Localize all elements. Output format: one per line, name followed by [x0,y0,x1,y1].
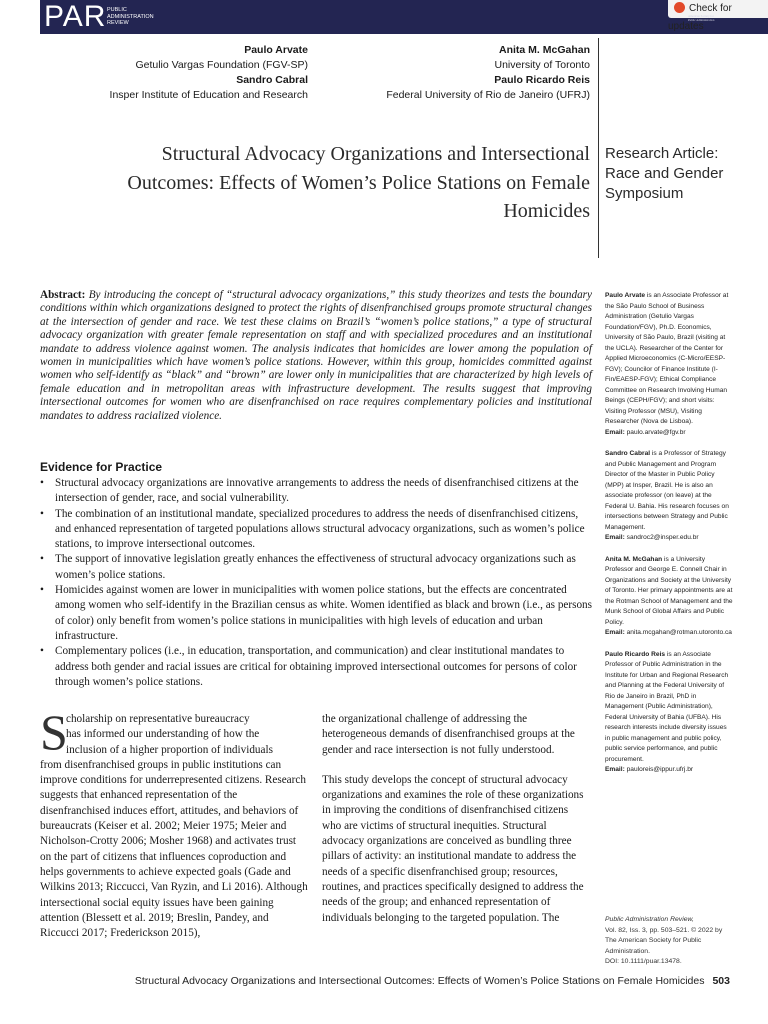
author-affiliation: Insper Institute of Education and Research [109,89,308,101]
evidence-item: • Homicides against women are lower in municipalities with women police stations, but the effects are concentrated among women who self-identify in the Brazilian census as white. Women identified as black and brown (i.e., as persons of color) only benefit from women’s police stations in municipalities with high levels of education and urban infrastructure. [40,583,592,644]
authors-right [340,43,590,103]
author-name: Anita M. McGahan [498,44,590,56]
author-bio: Paulo Ricardo Reis is an Associate Professor of Public Administration in the Institute for Urban and Regional Research and Planning at the Federal University of Rio de Janeiro in Brazil, PhD in Management (Public Administration), Federal University of Bahia (UFBA). His research interests include diversity issues in public management and public policy, public service performance, and public procurement. Email: pauloreis@ippur.ufrj.br [605,650,729,773]
author-name: Paulo Ricardo Reis [494,74,590,86]
evidence-item: • Structural advocacy organizations are innovative arrangements to address the needs of disenfranchised citizens at the intersection of gender, race, and social vulnerability. [40,476,592,507]
body-paragraph: from disenfranchised groups in public institutions can improve conditions for underrepresented citizens. Research suggests that enhanced representation of the disenfranchised induces effort, attitudes, and behaviors of bureaucrats (Keiser et al. 2002; Meier 1975; Meier and Nicholson-Crotty 2006; Mosher 1968) and activates trust on the part of citizens that influences coproduction and helps governments to achieve expected goals (Gade and Wilkins 2013; Riccucci, Van Ryzin, and Li 2016). Although intersectional social equity issues have been gaining attention (Blessett et al. 2019; Breslin, Pandey, and Riccucci 2017; Frederickson 2015), [40,758,308,940]
author-name: Sandro Cabral [236,74,308,86]
drop-cap: S [40,704,68,760]
par-logo-subtitle: PUBLIC ADMINISTRATION REVIEW [107,7,154,26]
society-badge: American Society for Public Administration [688,14,715,22]
citation-society: The American Society for Public Administration. [605,937,702,955]
article-type: Research Article: Race and Gender Symposium [605,145,724,202]
abstract: Abstract: By introducing the concept of “structural advocacy organizations,” this study theorizes and tests the boundary conditions within which organizations designed to protect the rights of disenfranchised groups promote structural changes at the intersection of gender and race. We test these claims on Brazil’s “women’s police stations,” a type of structural advocacy organization with greater female representation on staff and with specialized procedures and an institutional mandate to address violence against women. The analysis indicates that homicides are lower among the population of women in municipalities which have women’s police stations. However, within this group, homicides committed against women who self-identify as “black” and “brown” are lower only in municipalities that are characterized by high levels of female education and in metropolitan areas with infrastructure development. The results suggest that improving intersectional outcomes for women who are disenfranchised on race requires complementary policies and institutional mandates to address racialized violence. [40,289,592,422]
evidence-heading: Evidence for Practice [40,460,163,474]
check-for-updates-label: Check for updates [668,3,732,32]
evidence-item: • Complementary polices (i.e., in education, transportation, and communication) and clear institutional mandates to address both gender and racial issues are critical for obtaining improved intersectional outcomes for persons of color through women’s police stations. [40,644,592,690]
running-title: Structural Advocacy Organizations and Intersectional Outcomes: Effects of Women’s Police Stations on Female Homicides [134,975,705,987]
citation-volume: Vol. 82, Iss. 3, pp. 503–521. © 2022 by [605,926,723,934]
email-link[interactable]: anita.mcgahan@rotman.utoronto.ca [626,629,732,636]
page-number: 503 [712,975,730,987]
authors-left [60,43,308,103]
body-paragraph: the organizational challenge of addressing the heterogeneous demands of disenfranchised groups at the gender and race intersection is not fully understood. [322,713,575,756]
citation-block [605,915,745,968]
vertical-divider [598,38,599,258]
journal-name: Public Administration Review, [605,916,694,923]
body-line: cholarship on representative bureaucracy [66,713,250,725]
author-affiliation: Federal University of Rio de Janeiro (UFRJ) [386,89,590,101]
author-bios [605,291,733,787]
author-affiliation: Getulio Vargas Foundation (FGV-SP) [135,59,308,71]
evidence-item: • The support of innovative legislation greatly enhances the effectiveness of structural advocacy organizations such as women’s police stations. [40,552,592,583]
abstract-label: Abstract [40,289,82,301]
crossmark-icon [674,2,685,13]
body-line: has informed our understanding of how the [66,728,260,741]
body-column-1 [40,712,308,941]
page-footer [40,975,730,987]
email-link[interactable]: pauloreis@ippur.ufrj.br [626,766,694,773]
article-title: Structural Advocacy Organizations and Intersectional Outcomes: Effects of Women’s Police Stations on Female Homicides [127,143,590,222]
email-link[interactable]: sandroc2@insper.edu.br [626,534,699,541]
author-name: Paulo Arvate [244,44,308,56]
author-bio: Anita M. McGahan is a University Professor and George E. Connell Chair in Organizations and Society at the University of Toronto. Her primary appointments are at the Rotman School of Management and the Munk School of Global Affairs and Public Policy. Email: anita.mcgahan@rotman.utoronto.ca [605,555,733,636]
evidence-list [40,476,592,690]
body-column-2 [322,712,590,926]
author-bio: Paulo Arvate is an Associate Professor at the São Paulo School of Business Administration (Getulio Vargas Foundation/FGV), Ph.D. Economics, University of São Paulo, Brazil (visiting at the UCLA). Researcher of the Center for Applied Microeconomics (C-Micro/EESP-FGV); Councilor of Finance Institute (I-Fin/EAESP-FGV); Ethical Compliance Committee on Research Involving Human Beings (CEPH/FGV); and short visits: Visiting Professor (MSU), Visiting Researcher (Nova de Lisboa). Email: paulo.arvate@fgv.br [605,292,729,436]
check-for-updates-button[interactable] [668,0,768,32]
par-logo: PAR [44,0,107,33]
evidence-item: • The combination of an institutional mandate, specialized procedures to address the needs of disenfranchised citizens, and enhanced representation of targeted populations allows structural advocacy organizations, such as women’s police stations, to improve intersectional outcomes. [40,507,592,553]
email-link[interactable]: paulo.arvate@fgv.br [626,428,686,436]
citation-doi[interactable]: DOI: 10.1111/puar.13478. [605,958,682,965]
body-paragraph: This study develops the concept of structural advocacy organizations and examines the role of these organizations in improving the conditions of disenfranchised citizens who are victims of structural inequities. Structural advocacy organizations are conceived as bundling three pillars of activity: an institutional mandate to address the needs of a specific disenfranchised group; resources, routines, and practices specifically designed to address the needs of the group; and enhanced representation of individuals belonging to the targeted population. The [322,773,584,924]
abstract-text: By introducing the concept of “structural advocacy organizations,” this study theorizes and tests the boundary conditions within which organizations designed to protect the rights of disenfranchised groups promote structural changes at the intersection of gender and race. We test these claims on Brazil’s “women’s police stations,” a type of structural advocacy organization with greater female representation on staff and with specialized procedures and an institutional mandate to address violence against women. The analysis indicates that homicides are lower among the population of women in municipalities which have women’s police stations. However, within this group, homicides committed against women who self-identify as “black” and “brown” are lower only in municipalities that are characterized by high levels of female education and in metropolitan areas with infrastructure development. The results suggest that improving intersectional outcomes for women who are disenfranchised on race requires complementary policies and institutional mandates to address racialized violence. [40,289,592,422]
author-bio: Sandro Cabral is a Professor of Strategy and Public Management and Program Director of the Master in Public Policy (MPP) at Insper, Brazil. He is also an associate professor (on leave) at the Federal U. Bahia. His research focuses on intersections between Strategy and Public Management. Email: sandroc2@insper.edu.br [605,450,729,541]
body-line: inclusion of a higher proportion of individuals [66,743,273,756]
author-affiliation: University of Toronto [494,59,590,71]
